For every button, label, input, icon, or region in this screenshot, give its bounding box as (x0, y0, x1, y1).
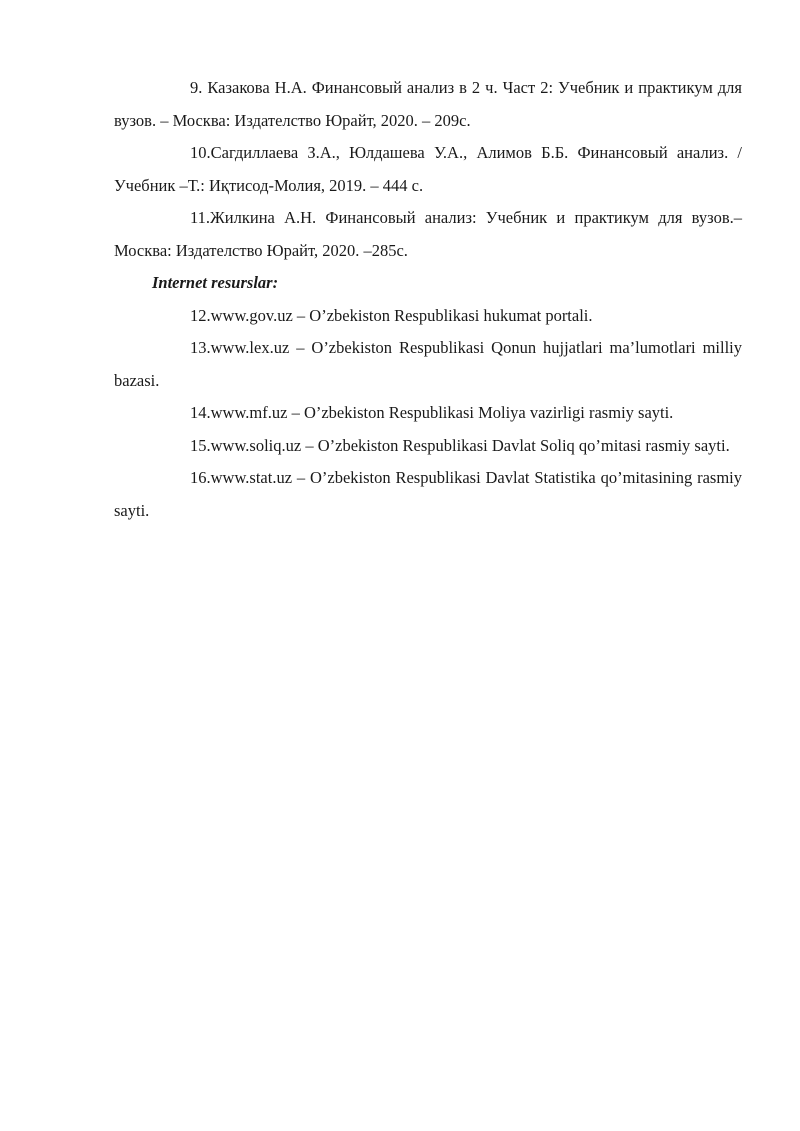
reference-item (114, 137, 742, 202)
reference-number: 13. (190, 338, 211, 357)
document-page (114, 72, 742, 527)
reference-number: 14. (190, 403, 211, 422)
internet-resource-item (114, 397, 742, 430)
reference-text: Казакова Н.А. Финансовый анализ в 2 ч. Част 2: Учебник и практикум для вузов. – Москва: Издателство Юрайт, 2020. – 209с. (114, 78, 743, 130)
reference-text: www.soliq.uz – O’zbekiston Respublikasi Davlat Soliq qo’mitasi rasmiy sayti. (210, 435, 730, 455)
reference-number: 11. (190, 208, 211, 227)
reference-number: 9. (190, 78, 203, 97)
reference-text: www.gov.uz – O’zbekiston Respublikasi hukumat portali. (210, 305, 593, 325)
reference-text: Сагдиллаева З.А., Юлдашева У.А., Алимов Б.Б. Финансовый анализ. /Учебник –Т.: Иқтисод-Молия, 2019. – 444 с. (114, 143, 742, 195)
reference-text: www.mf.uz – O’zbekiston Respublikasi Moliya vazirligi rasmiy sayti. (210, 403, 674, 422)
internet-resource-item (114, 300, 742, 333)
reference-number: 15. (190, 435, 211, 455)
reference-number: 16. (190, 468, 211, 487)
reference-item (114, 72, 742, 137)
reference-text: www.lex.uz – O’zbekiston Respublikasi Qonun hujjatlari ma’lumotlari milliy bazasi. (114, 338, 742, 390)
reference-number: 12. (190, 305, 211, 325)
reference-number: 10. (190, 143, 211, 162)
internet-resource-item (114, 430, 742, 463)
internet-resource-item (114, 332, 742, 397)
internet-resources-heading: Internet resurslar: (152, 273, 279, 292)
reference-text: www.stat.uz – O’zbekiston Respublikasi Davlat Statistika qo’mitasining rasmiy sayti. (114, 468, 742, 520)
reference-item (114, 202, 742, 267)
reference-text: Жилкина А.Н. Финансовый анализ: Учебник и практикум для вузов.– Москва: Издателство Юрайт, 2020. –285с. (114, 208, 742, 260)
internet-resource-item (114, 462, 742, 527)
